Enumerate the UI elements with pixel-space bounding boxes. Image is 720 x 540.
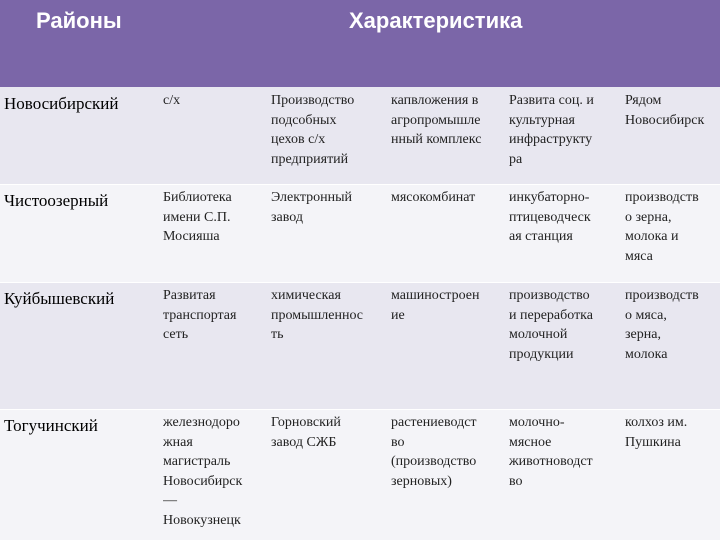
table-cell: колхоз им. Пушкина: [625, 415, 688, 450]
table-row: [0, 282, 720, 409]
table-cell: производств о зерна, молока и мяса: [625, 190, 699, 264]
row-divider: [0, 409, 720, 410]
table-cell: Библиотека имени С.П. Мосияша: [163, 190, 232, 245]
table-cell: молочно- мясное животноводст во: [509, 415, 593, 489]
table-cell: Рядом Новосибирск: [625, 93, 705, 128]
table-row: [0, 409, 720, 540]
characteristics-column-header: Характеристика: [349, 8, 523, 33]
table-cell: Развитая транспортая сеть: [163, 288, 237, 343]
table-cell: растениеводст во (производство зерновых): [391, 415, 477, 489]
table-row: [0, 184, 720, 282]
table-cell: с/х: [163, 93, 181, 108]
table-cell: производство и переработка молочной продукции: [509, 288, 593, 362]
table-cell: Горновский завод СЖБ: [271, 415, 341, 450]
table-cell: железнодоро жная магистраль Новосибирск — Новокузнецк: [163, 415, 243, 528]
table-cell: производств о мяса, зерна, молока: [625, 288, 699, 362]
table-cell: инкубаторно- птицеводческ ая станция: [509, 190, 591, 245]
district-name: Новосибирский: [4, 94, 119, 113]
table-cell: Развита соц. и культурная инфраструкту ра: [509, 93, 594, 167]
table-cell: машиностроен ие: [391, 288, 480, 323]
table-cell: химическая промышленнос ть: [271, 288, 364, 343]
row-divider: [0, 184, 720, 185]
table-cell: мясокомбинат: [391, 190, 476, 205]
table-header: [0, 0, 720, 87]
table-cell: Производство подсобных цехов с/х предприятий: [271, 93, 355, 167]
table-cell: Электронный завод: [271, 190, 353, 225]
row-divider: [0, 282, 720, 283]
district-name: Тогучинский: [4, 416, 98, 435]
districts-column-header: Районы: [36, 8, 122, 33]
district-name: Куйбышевский: [4, 289, 115, 308]
table-row: [0, 87, 720, 184]
district-name: Чистоозерный: [4, 191, 109, 210]
table-cell: капвложения в агропромышле нный комплекс: [391, 93, 482, 148]
